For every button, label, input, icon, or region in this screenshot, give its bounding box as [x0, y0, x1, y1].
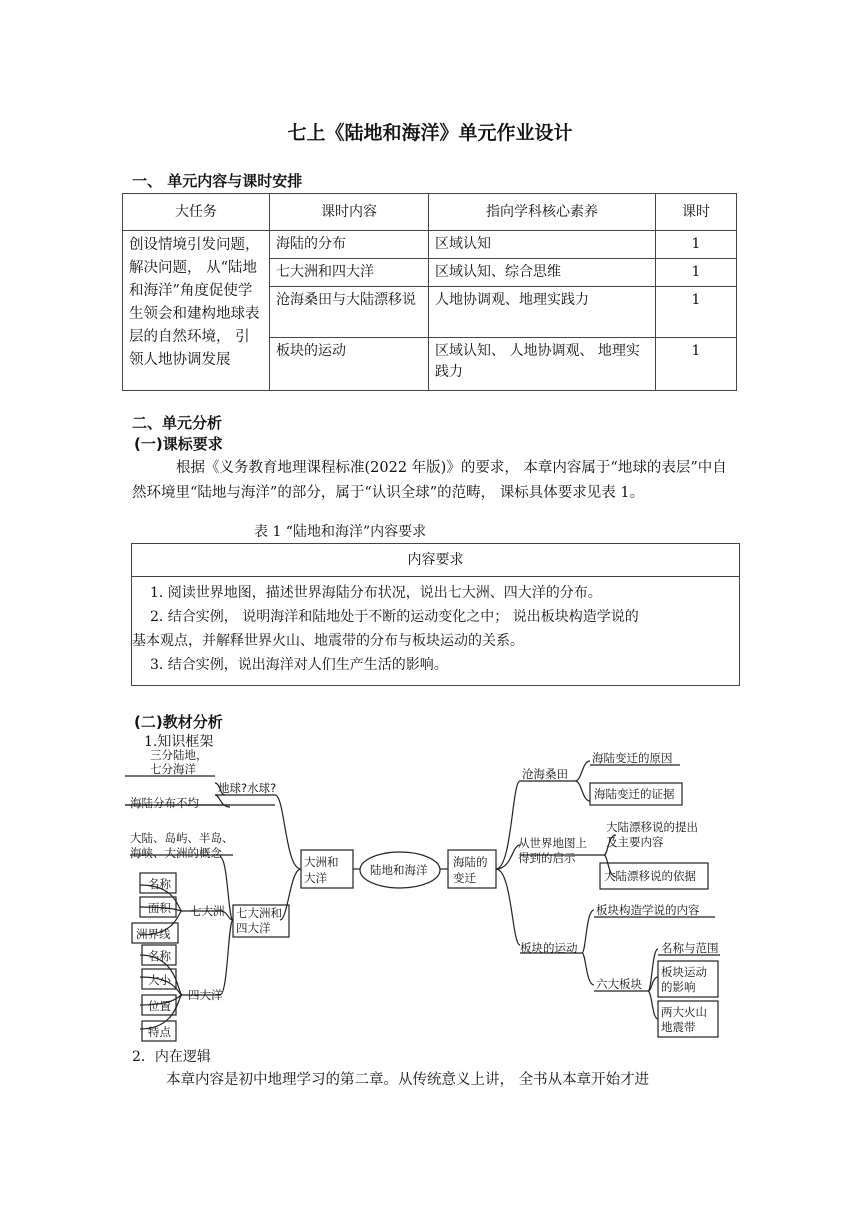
plate-movement-node: 板块的运动: [520, 941, 578, 955]
seven-item-boundary: 洲界线: [136, 927, 171, 941]
requirement-2: 2. 结合实例， 说明海洋和陆地处于不断的运动变化之中； 说出板块构造学说的: [150, 609, 639, 625]
uneven-distribution: 海陆分布不均: [130, 796, 199, 810]
requirement-3: 3. 结合实例，说出海洋对人们生产生活的影响。: [150, 657, 448, 673]
row2-literacy: 区域认知、综合思维: [429, 259, 656, 287]
row1-content: 海陆的分布: [270, 231, 429, 259]
section2-heading: 二、单元分析: [132, 414, 223, 432]
six-plates-node: 六大板块: [596, 977, 642, 991]
left-node-line1: 大洲和: [304, 855, 339, 869]
plate-theory: 板块构造学说的内容: [596, 903, 700, 917]
drift-theory-line2: 及主要内容: [606, 835, 664, 849]
standards-paragraph: 根据《义务教育地理课程标准(2022 年版)》的要求， 本章内容属于“地球的表层”中自然环境里“陆地与海洋”的部分，属于“认识全球”的范畴， 课标具体要求见表 1。: [132, 460, 727, 501]
row3-content: 沧海桑田与大陆漂移说: [270, 287, 429, 338]
table-caption: 表 1 “陆地和海洋”内容要求: [254, 524, 427, 540]
concepts-line2: 海峡、大洲的概念: [130, 846, 222, 860]
center-node: 陆地和海洋: [370, 863, 428, 877]
volcano-belt-line1: 两大火山: [661, 1005, 707, 1019]
row3-hours: 1: [656, 287, 737, 338]
header-content: 课时内容: [270, 194, 429, 231]
inner-logic-paragraph: 本章内容是初中地理学习的第二章。从传统意义上讲， 全书从本章开始才进: [166, 1072, 650, 1088]
row1-literacy: 区域认知: [429, 231, 656, 259]
concepts-line1: 大陆、岛屿、半岛、: [130, 831, 234, 845]
seven-four-line2: 四大洋: [236, 921, 271, 935]
row3-literacy: 人地协调观、地理实践力: [429, 287, 656, 338]
earth-question: 地球?水球?: [218, 781, 277, 795]
canghai-node: 沧海桑田: [522, 767, 568, 781]
row2-content: 七大洲和四大洋: [270, 259, 429, 287]
requirements-box: [131, 543, 740, 686]
knowledge-mindmap: [120, 745, 730, 1045]
canghai-reason: 海陆变迁的原因: [592, 751, 673, 765]
ratio-line1: 三分陆地，: [150, 748, 208, 762]
canghai-evidence: 海陆变迁的证据: [594, 787, 675, 801]
map-hint-line2: 得到的启示: [518, 851, 576, 865]
header-hours: 课时: [656, 194, 737, 231]
row1-hours: 1: [656, 231, 737, 259]
requirements-header: 内容要求: [132, 544, 739, 577]
seven-item-area: 面积: [148, 901, 171, 915]
volcano-belt-line2: 地震带: [661, 1020, 696, 1034]
seven-four-line1: 七大洲和: [236, 906, 282, 920]
plate-name-range: 名称与范围: [661, 941, 719, 955]
seven-item-name: 名称: [148, 877, 171, 891]
schedule-table: [122, 193, 737, 391]
map-hint-line1: 从世界地图上: [518, 836, 587, 850]
requirement-2-cont: 基本观点，并解释世界火山、地震带的分布与板块运动的关系。: [132, 633, 524, 649]
row4-literacy: 区域认知、 人地协调观、 地理实践力: [429, 338, 656, 391]
drift-evidence: 大陆漂移说的依据: [604, 869, 696, 883]
row2-hours: 1: [656, 259, 737, 287]
left-node-line2: 大洋: [304, 871, 327, 885]
right-node-line2: 变迁: [453, 871, 476, 885]
row4-hours: 1: [656, 338, 737, 391]
document-title: 七上《陆地和海洋》单元作业设计: [287, 122, 573, 144]
right-node-line1: 海陆的: [453, 855, 488, 869]
four-item-location: 位置: [148, 999, 171, 1013]
ratio-line2: 七分海洋: [150, 762, 196, 776]
header-literacy: 指向学科核心素养: [429, 194, 656, 231]
drift-theory-line1: 大陆漂移说的提出: [606, 820, 698, 834]
four-oceans: 四大洋: [188, 988, 223, 1002]
subheading-textbook: (二)教材分析: [134, 713, 223, 731]
four-item-name: 名称: [148, 949, 171, 963]
seven-continents: 七大洲: [190, 904, 225, 918]
four-item-size: 大小: [148, 973, 171, 987]
section1-heading: 一、 单元内容与课时安排: [132, 172, 303, 190]
four-item-features: 特点: [148, 1025, 171, 1039]
task-cell: 创设情境引发问题，解决问题， 从“陆地和海洋”角度促使学生领会和建构地球表层的自然环境， 引领人地协调发展: [123, 231, 270, 391]
plate-impact-line2: 的影响: [661, 980, 696, 994]
plate-impact-line1: 板块运动: [661, 965, 707, 979]
header-task: 大任务: [123, 194, 270, 231]
requirement-1: 1. 阅读世界地图，描述世界海陆分布状况，说出七大洲、四大洋的分布。: [150, 585, 602, 601]
subheading-standards: (一)课标要求: [134, 435, 223, 453]
inner-logic-label: 2．内在逻辑: [132, 1049, 211, 1065]
knowledge-framework-label: 1.知识框架: [144, 734, 214, 750]
row4-content: 板块的运动: [270, 338, 429, 391]
